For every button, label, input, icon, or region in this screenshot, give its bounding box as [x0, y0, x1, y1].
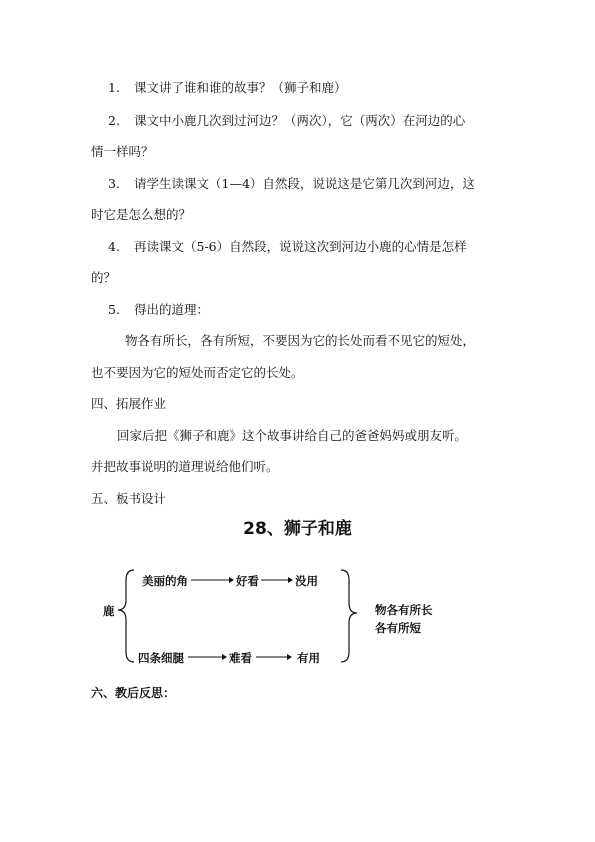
board-top-a: 美丽的角: [142, 574, 188, 588]
board-top-c: 没用: [295, 574, 318, 588]
board-bottom-c: 有用: [297, 651, 320, 665]
moral-line-2: 也不要因为它的短处而否定它的长处。: [91, 365, 304, 380]
board-conclusion-1: 物各有所长: [375, 603, 433, 617]
question-number: 3.: [108, 176, 120, 191]
arrow-icon: [188, 654, 227, 660]
board-bottom-b: 难看: [229, 651, 252, 665]
question-number: 4.: [108, 239, 120, 254]
question-2-continued: 情一样吗？: [91, 144, 154, 159]
question-text: 得出的道理：: [134, 302, 210, 317]
left-brace: [118, 570, 134, 662]
question-text: 请学生读课文（1—4）自然段，说说这是它第几次到河边，这: [134, 176, 475, 191]
moral-line-1: 物各有所长，各有所短，不要因为它的长处而看不见它的短处，: [125, 333, 476, 348]
section-4-heading: 四、拓展作业: [91, 396, 167, 411]
question-number: 1.: [108, 80, 120, 95]
question-number: 5.: [108, 302, 120, 317]
question-text: 再读课文（5-6）自然段，说说这次到河边小鹿的心情是怎样: [134, 239, 467, 254]
question-text: 课文讲了谁和谁的故事？（狮子和鹿）: [134, 80, 347, 95]
question-3-continued: 时它是怎么想的？: [91, 207, 192, 222]
section-6-heading: 六、教后反思：: [91, 686, 176, 700]
arrow-icon: [261, 577, 293, 583]
question-4-continued: 的？: [91, 270, 117, 285]
question-text: 课文中小鹿几次到过河边？（两次），它（两次）在河边的心: [134, 113, 466, 128]
arrow-icon: [191, 577, 234, 583]
section-4-line-2: 并把故事说明的道理说给他们听。: [91, 459, 279, 474]
board-top-b: 好看: [236, 574, 259, 588]
arrow-icon: [256, 654, 292, 660]
section-5-heading: 五、板书设计: [91, 491, 167, 506]
question-number: 2.: [108, 113, 120, 128]
board-subject: 鹿: [103, 604, 115, 618]
board-conclusion-2: 各有所短: [375, 621, 421, 635]
board-title: 28、狮子和鹿: [243, 519, 352, 539]
board-bottom-a: 四条细腿: [138, 651, 184, 665]
right-brace: [341, 570, 357, 662]
section-4-line-1: 回家后把《狮子和鹿》这个故事讲给自己的爸爸妈妈或朋友听。: [117, 428, 468, 443]
